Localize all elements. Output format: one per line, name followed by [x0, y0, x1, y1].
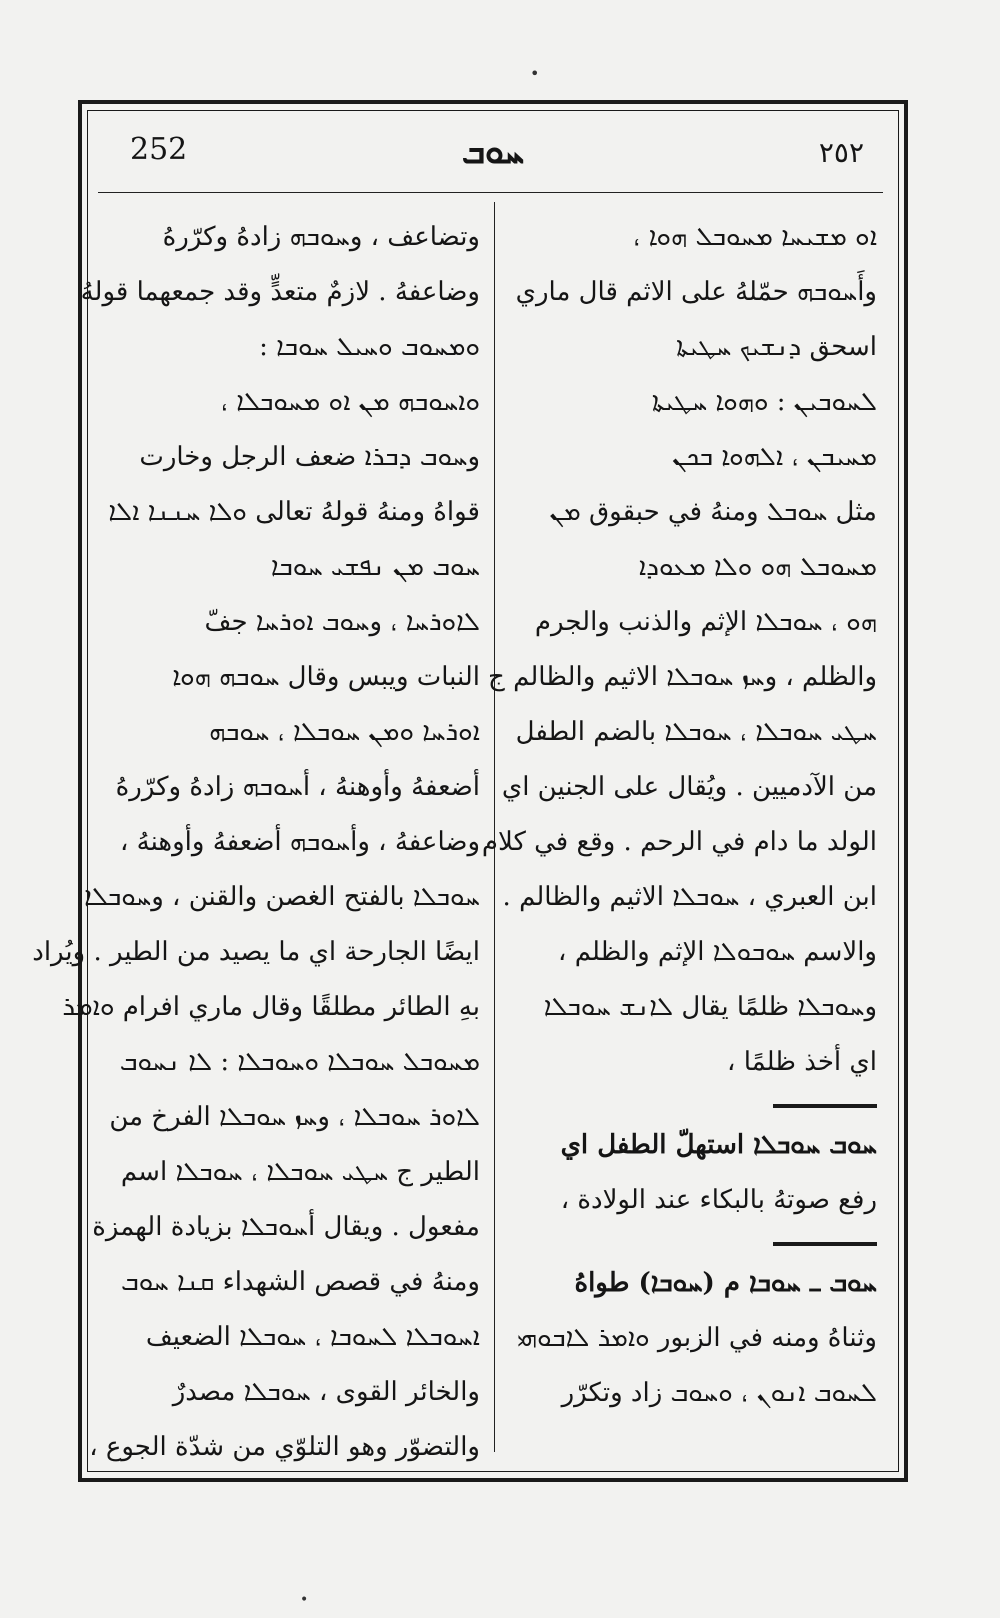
text-line: وܚܘܒܠܐ ظلمًا يقال ܠܐܢܫ ܚܘܒܠܐ	[543, 992, 877, 1022]
text-line: ܐܘܪܚܐ ܘܡܢ ܚܘܒܠܐ ، ܚܘܒܗ	[209, 717, 480, 747]
entry-line: ܠܚܘܒ ܐܢܘܢ ، ܘܚܘܒ زاد وتكرّر	[561, 1378, 877, 1408]
text-line: ܡܚܝܒܢ ، ܐܠܗܘܐ ܒܟܢ	[672, 442, 877, 472]
text-line: اي أخذ ظلمًا ،	[727, 1047, 877, 1077]
entry-separator	[773, 1104, 877, 1108]
text-line: بهِ الطائر مطلقًا وقال ماري افرام ܘܐܡܪ	[62, 992, 480, 1022]
text-line: ومنهُ في قصص الشهداء ܩܢܐ ܚܘܒ	[121, 1267, 480, 1297]
entry-line: رفع صوتهُ بالبكاء عند الولادة ،	[560, 1185, 877, 1215]
entry-line: وثناهُ ومنه في الزبور ܘܐܡܪ ܠܐܒܘܗܝ	[517, 1323, 877, 1353]
page-header	[98, 132, 888, 182]
text-line: ܚܘܒܠܐ بالفتح الغصن والقنن ، وܚܘܒܠܐ	[84, 882, 480, 912]
text-line: ܚܛܝ ܚܘܒܠܐ ، ܚܘܒܠܐ بالضم الطفل	[515, 717, 877, 747]
text-line: ܘܐܚܘܒܗ ܡܢ ܐܘ ܡܚܘܒܠܐ ،	[220, 387, 480, 417]
page-head-word: ܚܘܒ	[461, 132, 525, 172]
text-line: ܠܚܘܒܝܢ : ܘܗܘܐ ܚܛܝܬܐ	[651, 387, 877, 417]
header-rule	[98, 192, 883, 193]
text-line: اسحق ܕܢܫܝܟ ܚܛܝܬܐ	[676, 332, 877, 362]
text-line: ܡܚܘܒܠ ܗܘ ܘܠܐ ܡܥܘܕܐ	[638, 552, 877, 582]
bottom-mark: •	[300, 1592, 309, 1608]
text-line: مثل ܚܘܒܠ ومنهُ في حبقوق ܡܢ	[549, 497, 877, 527]
text-line: ܚܘܒ ܡܢ ܢܦܫܝ ܚܘܒܐ	[270, 552, 480, 582]
text-line: قواهُ ومنهُ قولهُ تعالى ܘܠܐ ܚܢܢܐ ܐܠܐ	[108, 497, 480, 527]
text-line: ܠܐܘܪܚܐ ، وܚܘܒ ܐܘܪܚܐ جفّ	[204, 607, 480, 637]
text-line: وضاعفهُ . لازمٌ متعدٍّ وقد جمعهما قولهُ	[80, 277, 480, 307]
text-line: ܠܐܘܪ ܚܘܒܠܐ ، وܚܙ ܚܘܒܠܐ الفرخ من	[109, 1102, 480, 1132]
text-line: والاسم ܚܘܒܘܠܐ الإثم والظلم ،	[558, 937, 877, 967]
text-line: ܘܡܚܘܒ ܘܚܝܠ ܚܘܒܐ :	[259, 332, 480, 362]
text-line: وضاعفهُ ، وأܚܘܒܗ أضعفهُ وأوهنهُ ،	[119, 827, 480, 857]
text-line: أضعفهُ وأوهنهُ ، أܚܘܒܗ زادهُ وكرّرهُ	[115, 772, 480, 802]
page-number-latin: 252	[130, 132, 188, 167]
left-column	[32, 210, 480, 1475]
text-line: من الآدميين . ويُقال على الجنين اي	[501, 772, 877, 802]
text-line: ܐܘ ܡܫܝܚܐ ܡܚܘܒܠ ܗܘܐ ،	[633, 222, 877, 252]
entry-line: ܚܘܒ ـ ܚܘܒܐ م (ܚܘܒܐ) طواهُ	[574, 1268, 877, 1298]
text-line: ܐܚܘܒܠܐ ܠܚܘܒܐ ، ܚܘܒܠܐ الضعيف	[145, 1322, 480, 1352]
right-column	[481, 210, 877, 1421]
text-line: وتضاعف ، وܚܘܒܗ زادهُ وكرّرهُ	[162, 222, 480, 252]
text-line: والظلم ، وܚܙ ܚܘܒܠܐ الاثيم والظالم ج	[488, 662, 877, 692]
text-line: الطير ج ܚܛܝ ܚܘܒܠܐ ، ܚܘܒܠܐ اسم	[120, 1157, 480, 1187]
text-line: وأَܚܘܒܗ حمّلهُ على الاثم قال ماري	[515, 277, 877, 307]
top-mark: •	[530, 64, 540, 83]
text-line: والخائر القوى ، ܚܘܒܠܐ مصدرٌ	[172, 1377, 480, 1407]
entry-line: ܚܘܒ ܚܘܒܠܐ استهلّ الطفل اي	[560, 1130, 877, 1160]
text-line: والتضوّر وهو التلوّي من شدّة الجوع ،	[89, 1432, 480, 1462]
text-line: وܚܘܒ ܕܒܪܐ ضعف الرجل وخارت	[139, 442, 480, 472]
entry-separator	[773, 1242, 877, 1246]
text-line: الولد ما دام في الرحم . وقع في كلام	[481, 827, 877, 857]
page-number-arabic: ٢٥٢	[818, 136, 864, 169]
text-line: النبات ويبس وقال ܚܘܒܗ ܗܘܐ	[172, 662, 480, 692]
text-line: ابن العبري ، ܚܘܒܠܐ الاثيم والظالم .	[502, 882, 877, 912]
text-line: ܡܚܘܒܠ ܚܘܒܠܐ ܘܚܘܒܠܐ : ܠܐ ܢܚܘܒ	[119, 1047, 480, 1077]
text-line: مفعول . ويقال أܚܘܒܠܐ بزيادة الهمزة	[92, 1212, 480, 1242]
text-line: ايضًا الجارحة اي ما يصيد من الطير . ويُراد	[32, 937, 480, 967]
text-line: ܗܘ ، ܚܘܒܠܐ الإثم والذنب والجرم	[534, 607, 877, 637]
